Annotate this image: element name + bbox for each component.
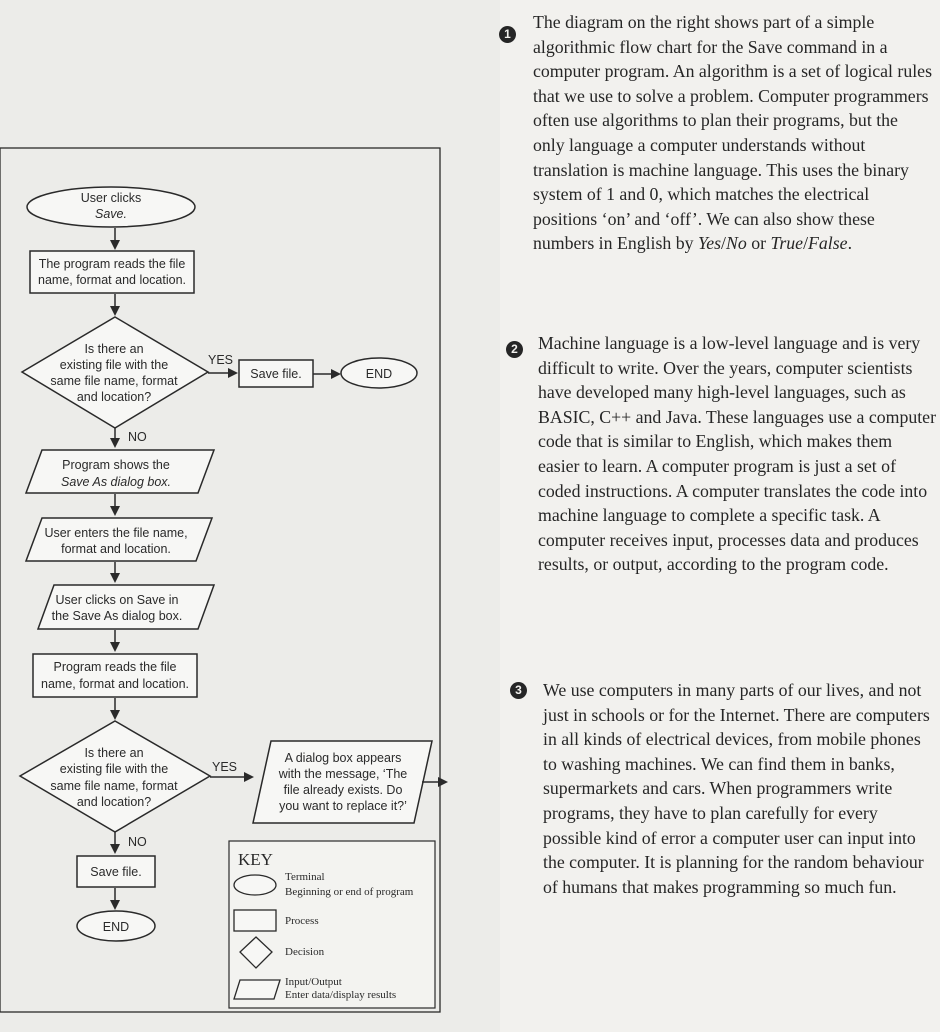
read-file-process-2 <box>33 654 197 697</box>
decision-1-line-2: existing file with the <box>59 358 169 372</box>
replace-dialog-line-4: you want to replace it?’ <box>279 799 407 813</box>
read-file-2-line-2: name, format and location. <box>41 677 189 691</box>
decision-2-line-4: and location? <box>76 795 152 809</box>
read-file-1-line-2: name, format and location. <box>38 273 186 287</box>
key-terminal-label: Terminal <box>285 871 325 883</box>
key-title: KEY <box>238 850 273 869</box>
save-file-process-2 <box>77 856 155 887</box>
key-terminal-desc: Beginning or end of program <box>285 886 414 898</box>
show-dialog-line-1: Program shows the <box>62 458 170 472</box>
paragraph-2-text: Machine language is a low-level language and is very difficult to write. Over the years, computer scientists have developed many high-level languages, such as BASIC, C++ and Java. These languages use a computer code that is similar to English, which makes them easier to learn. A computer program is just a set of coded instructions. A computer translates the code into machine language to complete a specific task. A computer receives input, processes data and produces results, or output, according to the program code. <box>538 333 936 575</box>
save-file-2-text: Save file. <box>90 865 142 879</box>
no-label-1: NO <box>128 430 147 444</box>
end-2-text: END <box>102 920 130 934</box>
save-file-1-text: Save file. <box>250 367 302 381</box>
enter-name-line-1: User enters the file name, <box>44 526 188 540</box>
io-shape-icon <box>234 980 280 999</box>
key-io-desc: Enter data/display results <box>285 989 397 1001</box>
decision-1 <box>22 317 208 428</box>
decision-2-line-3: same file name, format <box>50 779 178 793</box>
enter-name-io <box>26 518 212 561</box>
start-terminal-line-2: Save. <box>95 207 127 221</box>
decision-2-line-1: Is there an <box>84 746 144 760</box>
key-process-label: Process <box>285 915 319 927</box>
paragraph-3-number: 3 <box>510 682 527 699</box>
click-save-line-2: the Save As dialog box. <box>51 609 183 623</box>
key-decision-label: Decision <box>285 946 325 958</box>
terminal-shape-icon <box>234 875 276 895</box>
paragraph-1-text: The diagram on the right shows part of a simple algorithmic flow chart for the Save command in a computer program. An algorithm is a set of logical rules that we use to solve a problem. Computer programmers often use algorithms to plan their programs, but the only language a computer understands without translation is machine language. This uses the binary system of 1 and 0, which matches the electrical positions ‘on’ and ‘off’. We can also show these numbers in English by Yes/No or True/False. <box>533 12 932 254</box>
replace-dialog-line-2: with the message, ‘The <box>278 767 408 781</box>
click-save-line-1: User clicks on Save in <box>55 593 179 607</box>
paragraph-3 <box>515 678 937 899</box>
show-dialog-line-2: Save As dialog box. <box>60 475 172 489</box>
process-shape-icon <box>234 910 276 931</box>
click-save-io <box>38 585 214 629</box>
read-file-process-1 <box>30 251 194 293</box>
key-io-label: Input/Output <box>285 976 342 988</box>
decision-1-line-3: same file name, format <box>50 374 178 388</box>
start-terminal-line-1: User clicks <box>80 191 142 205</box>
yes-label-2: YES <box>212 760 238 774</box>
read-file-1-line-1: The program reads the file <box>38 257 186 271</box>
end-terminal-2 <box>77 911 155 941</box>
paragraph-2-number: 2 <box>506 341 523 358</box>
decision-2 <box>20 721 210 832</box>
save-file-process-1 <box>239 360 313 387</box>
paragraph-1 <box>504 10 933 256</box>
replace-dialog-line-1: A dialog box appears <box>284 751 402 765</box>
show-dialog-io <box>26 450 214 493</box>
paragraph-1-number: 1 <box>499 26 516 43</box>
replace-dialog-io <box>253 741 432 823</box>
read-file-2-line-1: Program reads the file <box>53 660 177 674</box>
yes-label-1: YES <box>208 353 234 367</box>
key-box <box>229 841 435 1008</box>
decision-1-line-4: and location? <box>76 390 152 404</box>
paragraph-2 <box>511 331 936 577</box>
enter-name-line-2: format and location. <box>61 542 171 556</box>
decision-2-line-2: existing file with the <box>59 762 169 776</box>
end-terminal-1 <box>341 358 417 388</box>
replace-dialog-line-3: file already exists. Do <box>283 783 403 797</box>
start-terminal <box>27 187 195 227</box>
paragraph-3-text: We use computers in many parts of our lives, and not just in schools or for the Internet. There are computers in all kinds of electrical devices, from mobile phones to washing machines. We can find them in banks, supermarkets and cars. When programmers write programs, they have to plan carefully for every possible kind of error a computer user can input into the computer. It is planning for the random behaviour of humans that makes programming so much fun. <box>543 680 930 897</box>
decision-1-line-1: Is there an <box>84 342 144 356</box>
no-label-2: NO <box>128 835 147 849</box>
end-1-text: END <box>365 367 393 381</box>
